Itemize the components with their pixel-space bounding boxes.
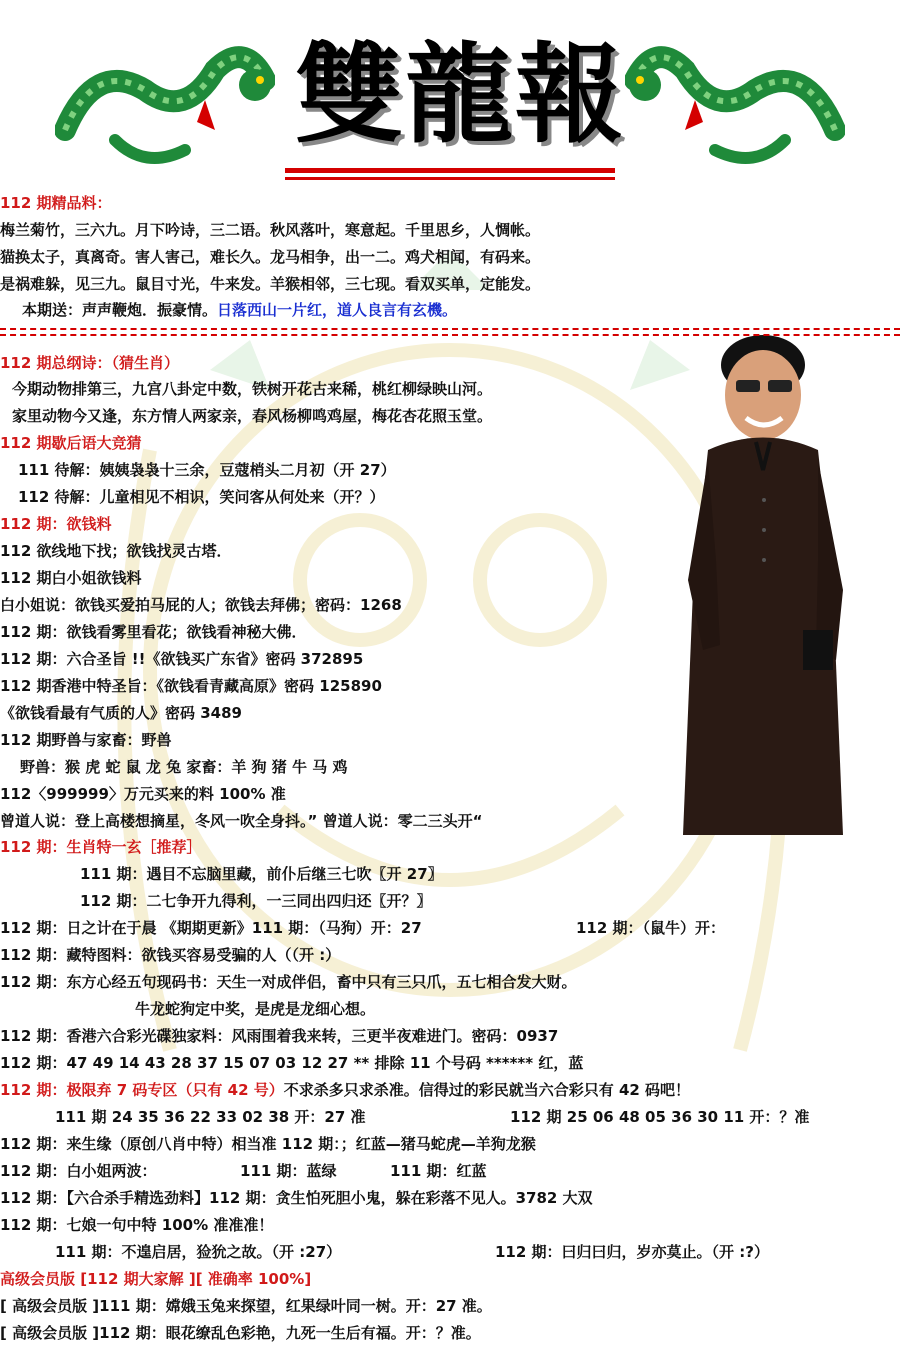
text-line: 112 期：欲钱看雾里看花；欲钱看神秘大佛． bbox=[0, 623, 307, 641]
title-underline bbox=[285, 168, 615, 173]
text-line: 白小姐说：欲钱买爱拍马屁的人；欲钱去拜佛；密码：1268 bbox=[0, 596, 402, 614]
text-line: 111 待解：姨姨袅袅十三余，豆蔻梢头二月初（开 27） bbox=[18, 461, 396, 479]
masthead bbox=[0, 0, 900, 195]
text-line: 111 期 24 35 36 22 33 02 38 开：27 准 bbox=[55, 1108, 366, 1126]
text-line: 112 期：来生缘（原创八肖中特）相当准 112 期：；红蓝—猪马蛇虎—羊狗龙猴 bbox=[0, 1135, 536, 1153]
section-heading: 112 期总纲诗：（猜生肖） bbox=[0, 354, 180, 372]
text-line: 猫换太子，真离奇。害人害己，难长久。龙马相争，出一二。鸡犬相闻，有码来。 bbox=[0, 248, 541, 266]
text-line: 111 期：红蓝 bbox=[390, 1162, 487, 1180]
section-heading: 112 期精品料： bbox=[0, 194, 112, 212]
divider bbox=[0, 328, 900, 336]
section-heading: 112 期歇后语大竞猜 bbox=[0, 434, 142, 452]
text-line: 112 期：【六合杀手精选劲料】112 期：贪生怕死胆小鬼，躲在彩落不见人。3782 大双 bbox=[0, 1189, 593, 1207]
text-line: 112 待解：儿童相见不相识，笑问客从何处来（开？） bbox=[18, 488, 385, 506]
text-line: 是祸难躲，见三九。鼠目寸光，牛来发。羊猴相邻，三七现。看双买单，定能发。 bbox=[0, 275, 541, 293]
text-line: 112 期：六合圣旨 !!《欲钱买广东省》密码 372895 bbox=[0, 650, 364, 668]
text-line: 112 期：藏特图料：欲钱买容易受骗的人（（开 :） bbox=[0, 946, 341, 964]
text-line: 112 期：日之计在于晨 《期期更新》111 期：（马狗）开：27 bbox=[0, 919, 422, 937]
kill-code-text: 不求杀多只求杀准。信得过的彩民就当六合彩只有 42 码吧！ bbox=[283, 1081, 691, 1099]
text-line: 曾道人说：登上高楼想摘星，冬风一吹全身抖。” 曾道人说：零二三头开“ bbox=[0, 812, 483, 830]
text-line: 112〈999999〉万元买来的料 100% 准 bbox=[0, 785, 286, 803]
title-underline-2 bbox=[285, 177, 615, 180]
section-heading: 112 期：生肖特一玄［推荐］ bbox=[0, 838, 202, 856]
person-photo bbox=[668, 330, 868, 835]
gift-poem: 日落西山一片红，道人良言有玄機。 bbox=[217, 301, 458, 319]
text-line: 112 期 25 06 48 05 36 30 11 开：？准 bbox=[510, 1108, 810, 1126]
dragon-icon bbox=[55, 40, 275, 180]
section-heading: 高级会员版 [112 期大家解 ][ 准确率 100%] bbox=[0, 1270, 312, 1288]
text-line: 112 期：白小姐两波： bbox=[0, 1162, 157, 1180]
text-line bbox=[0, 1077, 690, 1103]
text-line: [ 高级会员版 ]111 期：嫦娥玉兔来探望，红果绿叶同一树。开：27 准。 bbox=[0, 1297, 492, 1315]
text-line: [ 高级会员版 ]112 期：眼花缭乱色彩艳，九死一生后有福。开：？准。 bbox=[0, 1324, 481, 1342]
text-line: 112 期：（鼠牛）开： bbox=[576, 919, 726, 937]
text-line bbox=[22, 297, 457, 323]
text-line: 112 期：七娘一句中特 100% 准准准！ bbox=[0, 1216, 274, 1234]
text-line: 野兽：猴 虎 蛇 鼠 龙 兔 家畜：羊 狗 猪 牛 马 鸡 bbox=[20, 758, 348, 776]
text-line: 112 期白小姐欲钱料 bbox=[0, 569, 142, 587]
text-line: 112 期野兽与家畜：野兽 bbox=[0, 731, 172, 749]
text-line: 111 期：蓝绿 bbox=[240, 1162, 337, 1180]
section-heading: 112 期：欲钱料 bbox=[0, 515, 112, 533]
gift-text: 本期送：声声鞭炮．振豪情。 bbox=[22, 301, 218, 319]
text-line: 《欲钱看最有气质的人》密码 3489 bbox=[0, 704, 242, 722]
text-line: 111 期：不遑启居，猃狁之故。（开 :27） bbox=[55, 1243, 342, 1261]
text-line: 牛龙蛇狗定中奖，是虎是龙细心想。 bbox=[135, 1000, 376, 1018]
text-line: 梅兰菊竹，三六九。月下吟诗，三二语。秋风落叶，寒意起。千里思乡，人惆帐。 bbox=[0, 221, 541, 239]
dragon-icon bbox=[625, 40, 845, 180]
text-line: 112 期香港中特圣旨：《欲钱看青藏高原》密码 125890 bbox=[0, 677, 382, 695]
text-line: 112 期：东方心经五句现码书：天生一对成伴侣，畜中只有三只爪，五七相合发大财。 bbox=[0, 973, 577, 991]
text-line: 家里动物今又逢，东方情人两家亲，春风杨柳鸣鸡屋，梅花杏花照玉堂。 bbox=[12, 407, 493, 425]
text-line: 112 期：香港六合彩光碟独家料：风雨围着我来转，三更半夜难进门。密码：0937 bbox=[0, 1027, 559, 1045]
text-line: 112 期：47 49 14 43 28 37 15 07 03 12 27 ** 排除 11 个号码 ****** 红，蓝 bbox=[0, 1054, 584, 1072]
kill-code-heading: 112 期：极限弃 7 码专区（只有 42 号） bbox=[0, 1081, 284, 1099]
text-line: 今期动物排第三，九宫八卦定中数，铁树开花古来稀，桃红柳绿映山河。 bbox=[12, 380, 493, 398]
text-line: 112 期：曰归曰归，岁亦莫止。（开 :?） bbox=[495, 1243, 769, 1261]
text-line: 112 期：二七争开九得利，一三同出四归还〖开？〗 bbox=[80, 892, 432, 910]
text-line: 111 期：遇目不忘脑里藏，前仆后继三七吹〖开 27〗 bbox=[80, 865, 443, 883]
masthead-title: 雙龍報 bbox=[294, 32, 625, 158]
text-line: 112 欲线地下找；欲钱找灵古塔． bbox=[0, 542, 232, 560]
